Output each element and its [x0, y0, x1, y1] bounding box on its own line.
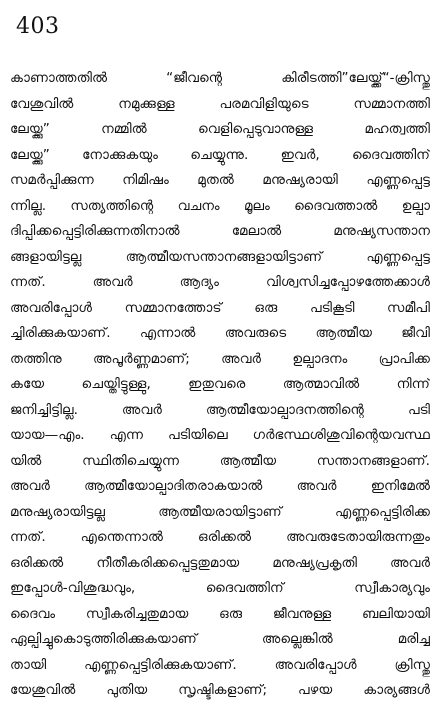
page-number: 403 [16, 14, 60, 39]
text-line: അവരിപ്പോൾ സമ്മാനത്തോട് ഒരു പടികൂടി സമീപി [10, 299, 430, 316]
text-line: കാണാത്തതിൽ “ജീവന്റെ കിരീടത്തി”ലേയ്ക്ക്“-ക്രിസ്തു [10, 70, 430, 86]
text-line: സമർപ്പിക്കുന്ന നിമിഷം മുതൽ മനുഷ്യരായി എണ്ണപ്പെട്ട [10, 172, 430, 188]
text-line: വേശുവിൽ നമുക്കുള്ള പരമവിളിയുടെ സമ്മാനത്തി [10, 95, 430, 112]
text-line: ഇപ്പോൾ-വിശുദ്ധവും, ദൈവത്തിന് സ്വീകാര്യവും [10, 580, 430, 596]
text-line: ലേയ്ക്കു” നമ്മിൽ വെളിപ്പെടുവാനുള്ള മഹത്വത്തി [10, 121, 430, 137]
text-line: ന്നില്ല. സത്യത്തിന്റെ വചനം മൂലം ദൈവത്താൽ ഉല്പാ [10, 197, 430, 214]
text-line: ഒരിക്കൽ നീതീകരിക്കപ്പെട്ടതുമായ മനുഷ്യപ്രകൃതി അവർ [10, 554, 430, 571]
text-line: യായ—എം. എന്ന പടിയിലെ ഗർഭസ്ഥശിശുവിന്റെയവസ്ഥ [10, 427, 430, 443]
text-line: തായി എണ്ണപ്പെട്ടിരിക്കുകയാണ്. അവരിപ്പോൾ ക്രിസ്തു [10, 656, 430, 673]
text-line: കയേ ചെയ്തിട്ടുള്ളു, ഇതുവരെ ആത്മാവിൽ നിന്ന് [10, 376, 430, 392]
text-line: തത്തിനു അപൂർണ്ണമാണ്; അവർ ഉല്പാദനം പ്രാപിക്ക [10, 350, 430, 367]
text-line: ന്നത്. എന്തെന്നാൽ ഒരിക്കൽ അവരുടേതായിരുന്നതും [10, 529, 430, 545]
text-line: ങ്ങളായിട്ടല്ല ആത്മീയസന്താനങ്ങളായിട്ടാണ് എണ്ണപ്പെട്ട [10, 248, 430, 265]
text-line: ന്നത്. അവർ ആദ്യം വിശ്വസിച്ചപ്പോഴത്തേക്കാൾ [10, 274, 430, 290]
body-paragraph [10, 66, 430, 704]
text-line: ദൈവം സ്വീകരിച്ചതുമായ ഒരു ജീവനുള്ള ബലിയായി [10, 605, 430, 622]
text-line: ഏല്പിച്ചുകൊടുത്തിരിക്കുകയാണ് അല്ലെങ്കിൽ മരിച്ച [10, 631, 430, 647]
text-line: അവർ ആത്മീയോല്പാദിതരാകയാൽ അവർ ഇനിമേൽ [10, 478, 430, 494]
text-line: യേശുവിൽ പുതിയ സൃഷ്ടികളാണ്; പഴയ കാര്യങ്ങൾ [10, 682, 430, 698]
text-line: ച്ചിരിക്കുകയാണ്. എന്നാൽ അവരുടെ ആത്മീയ ജീവി [10, 325, 430, 341]
text-line: ദിപ്പിക്കപ്പെട്ടിരിക്കുന്നതിനാൽ മേലാൽ മനുഷ്യസന്താന [10, 223, 430, 239]
text-line: ജനിച്ചിട്ടില്ല. അവർ ആത്മീയോല്പാദനത്തിന്റെ പടി [10, 401, 430, 418]
text-line: ലേയ്ക്കു” നോക്കുകയും ചെയ്യുന്നു. ഇവർ, ദൈവത്തിന് [10, 146, 430, 163]
text-line: യിൽ സ്ഥിതിചെയ്യുന്ന ആത്മീയ സന്താനങ്ങളാണ്. [10, 452, 430, 469]
text-line: മനുഷ്യരായിട്ടല്ല ആത്മീയരായിട്ടാണ് എണ്ണപ്പെട്ടിരിക്ക [10, 503, 430, 520]
